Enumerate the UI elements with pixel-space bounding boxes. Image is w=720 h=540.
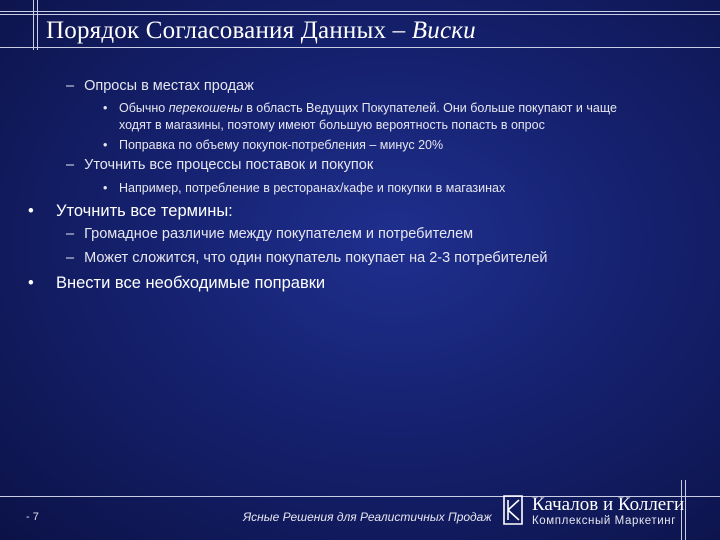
bullet-marker: • bbox=[28, 202, 34, 220]
slide-title bbox=[46, 17, 476, 45]
frame-right-line-inner bbox=[685, 480, 686, 540]
list-item-text: Уточнить все термины: bbox=[56, 202, 233, 220]
company-name: Качалов и Коллеги bbox=[532, 494, 685, 515]
bullet-marker: • bbox=[103, 138, 108, 152]
list-item bbox=[66, 157, 373, 173]
dash-marker: – bbox=[66, 226, 75, 242]
list-item-text-part: Обычно bbox=[119, 101, 169, 115]
bullet-marker: • bbox=[103, 181, 108, 195]
footer-tagline: Ясные Решения для Реалистичных Продаж bbox=[243, 510, 492, 524]
frame-title-underline bbox=[0, 47, 720, 48]
list-item-text: Громадное различие между покупателем и потребителем bbox=[84, 226, 474, 242]
list-item bbox=[66, 78, 254, 94]
company-logo-icon bbox=[502, 494, 528, 526]
bullet-marker: • bbox=[28, 274, 34, 292]
list-item-text-line2: ходят в магазины, поэтому имеют большую вероятность попасть в опрос bbox=[119, 118, 545, 132]
dash-marker: – bbox=[66, 157, 75, 173]
list-item-text: Может сложится, что один покупатель покупает на 2-3 потребителей bbox=[84, 250, 548, 266]
list-item-emphasis: перекошены bbox=[168, 101, 243, 115]
list-item-text-part: в область Ведущих Покупателей. Они больше покупают и чаще bbox=[242, 101, 617, 115]
frame-top-line-outer bbox=[0, 11, 720, 12]
list-item-text: Уточнить все процессы поставок и покупок bbox=[84, 157, 374, 173]
frame-top-line-inner bbox=[0, 14, 720, 15]
dash-marker: – bbox=[66, 250, 75, 266]
frame-left-line-inner bbox=[37, 0, 38, 50]
slide-title-emphasis: Виски bbox=[411, 17, 476, 44]
page-number: - 7 bbox=[26, 511, 39, 523]
frame-left-line-outer bbox=[33, 0, 34, 50]
list-item bbox=[66, 250, 547, 266]
list-item-text: Внести все необходимые поправки bbox=[56, 274, 326, 292]
dash-marker: – bbox=[66, 78, 75, 94]
list-item bbox=[66, 226, 473, 242]
slide-title-main: Порядок Согласования Данных – bbox=[46, 17, 412, 44]
list-item-text: Поправка по объему покупок-потребления – минус 20% bbox=[119, 138, 444, 152]
list-item-text: Опросы в местах продаж bbox=[84, 78, 254, 94]
bullet-marker: • bbox=[103, 101, 108, 115]
company-subtitle: Комплексный Маркетинг bbox=[532, 515, 676, 527]
list-item-text bbox=[119, 100, 617, 117]
list-item-text: Например, потребление в ресторанах/кафе и покупки в магазинах bbox=[119, 181, 506, 195]
